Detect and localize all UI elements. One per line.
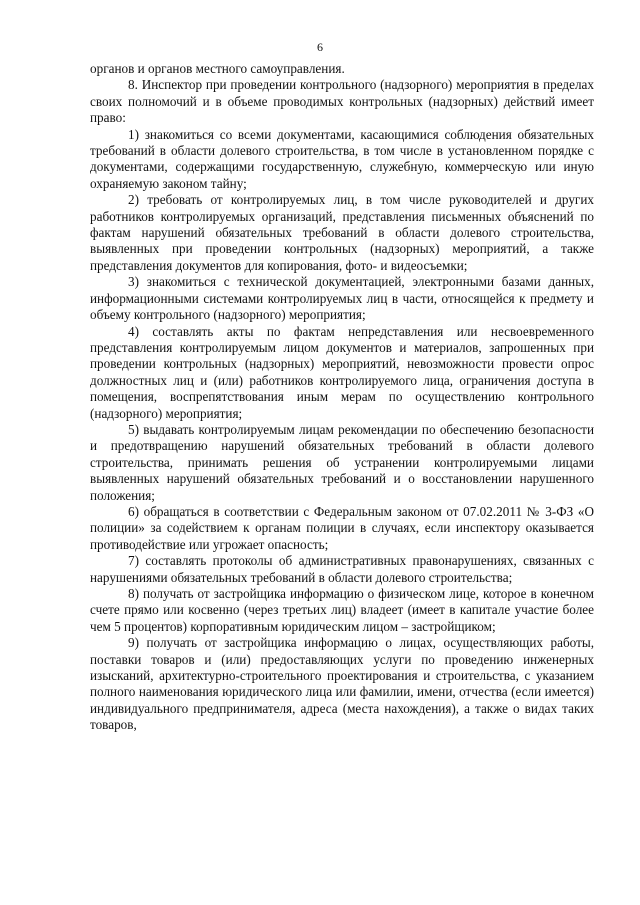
list-item-6: 6) обращаться в соответствии с Федеральным законом от 07.02.2011 № 3-ФЗ «О полиции» за содействием к органам полиции в случаях, если инспектору оказывается противодействие или угрожает опасность; xyxy=(90,503,594,552)
paragraph-clause-8: 8. Инспектор при проведении контрольного (надзорного) мероприятия в пределах своих полномочий и в объеме проводимых контрольных (надзорных) действий имеет право: xyxy=(90,77,594,126)
list-item-5: 5) выдавать контролируемым лицам рекомендации по обеспечению безопасности и предотвращению нарушений обязательных требований в области долевого строительства, принимать решения об устранении контролируемыми лицами выявленных нарушений обязательных требований и о восстановлении нарушенного положения; xyxy=(90,421,594,503)
list-item-9: 9) получать от застройщика информацию о лицах, осуществляющих работы, поставки товаров и (или) предоставляющих услуги по проведению инженерных изысканий, архитектурно-строительного проектирования и строительства, с указанием полного наименования юридического лица или фамилии, имени, отчества (если имеется) индивидуального предпринимателя, адреса (места нахождения), а также о видах таких товаров, xyxy=(90,635,594,733)
list-item-8: 8) получать от застройщика информацию о физическом лице, которое в конечном счете прямо или косвенно (через третьих лиц) владеет (имеет в капитале участие более чем 5 процентов) корпоративным юридическим лицом – застройщиком; xyxy=(90,586,594,634)
list-item-3: 3) знакомиться с технической документацией, электронными базами данных, информационными системами контролируемых лиц в части, относящейся к предмету и объему контрольного (надзорного) мероприятия; xyxy=(90,274,594,323)
list-item-4: 4) составлять акты по фактам непредставления или несвоевременного представления контролируемым лицом документов и материалов, запрошенных при проведении контрольных (надзорных) мероприятий, невозможности провести опрос должностных лиц и (или) работников контролируемого лица, ограничения доступа в помещения, воспрепятствования иным мерам по осуществлению контрольного (надзорного) мероприятия; xyxy=(90,323,594,421)
paragraph-continuation: органов и органов местного самоуправления. xyxy=(90,61,345,76)
page-number: 6 xyxy=(317,40,323,54)
document-body xyxy=(90,61,594,734)
list-item-2: 2) требовать от контролируемых лиц, в том числе руководителей и других работников контролируемых организаций, представления письменных объяснений по фактам нарушений обязательных требований в области долевого строительства, выявленных при проведении контрольных (надзорных) мероприятий, а также представления документов для копирования, фото- и видеосъемки; xyxy=(90,192,594,273)
list-item-1: 1) знакомиться со всеми документами, касающимися соблюдения обязательных требований в области долевого строительства, в том числе в установленном порядке с документами, содержащими государственную, служебную, коммерческую или иную охраняемую законом тайну; xyxy=(90,126,594,191)
list-item-7: 7) составлять протоколы об административных правонарушениях, связанных с нарушениями обязательных требований в области долевого строительства; xyxy=(90,553,594,585)
